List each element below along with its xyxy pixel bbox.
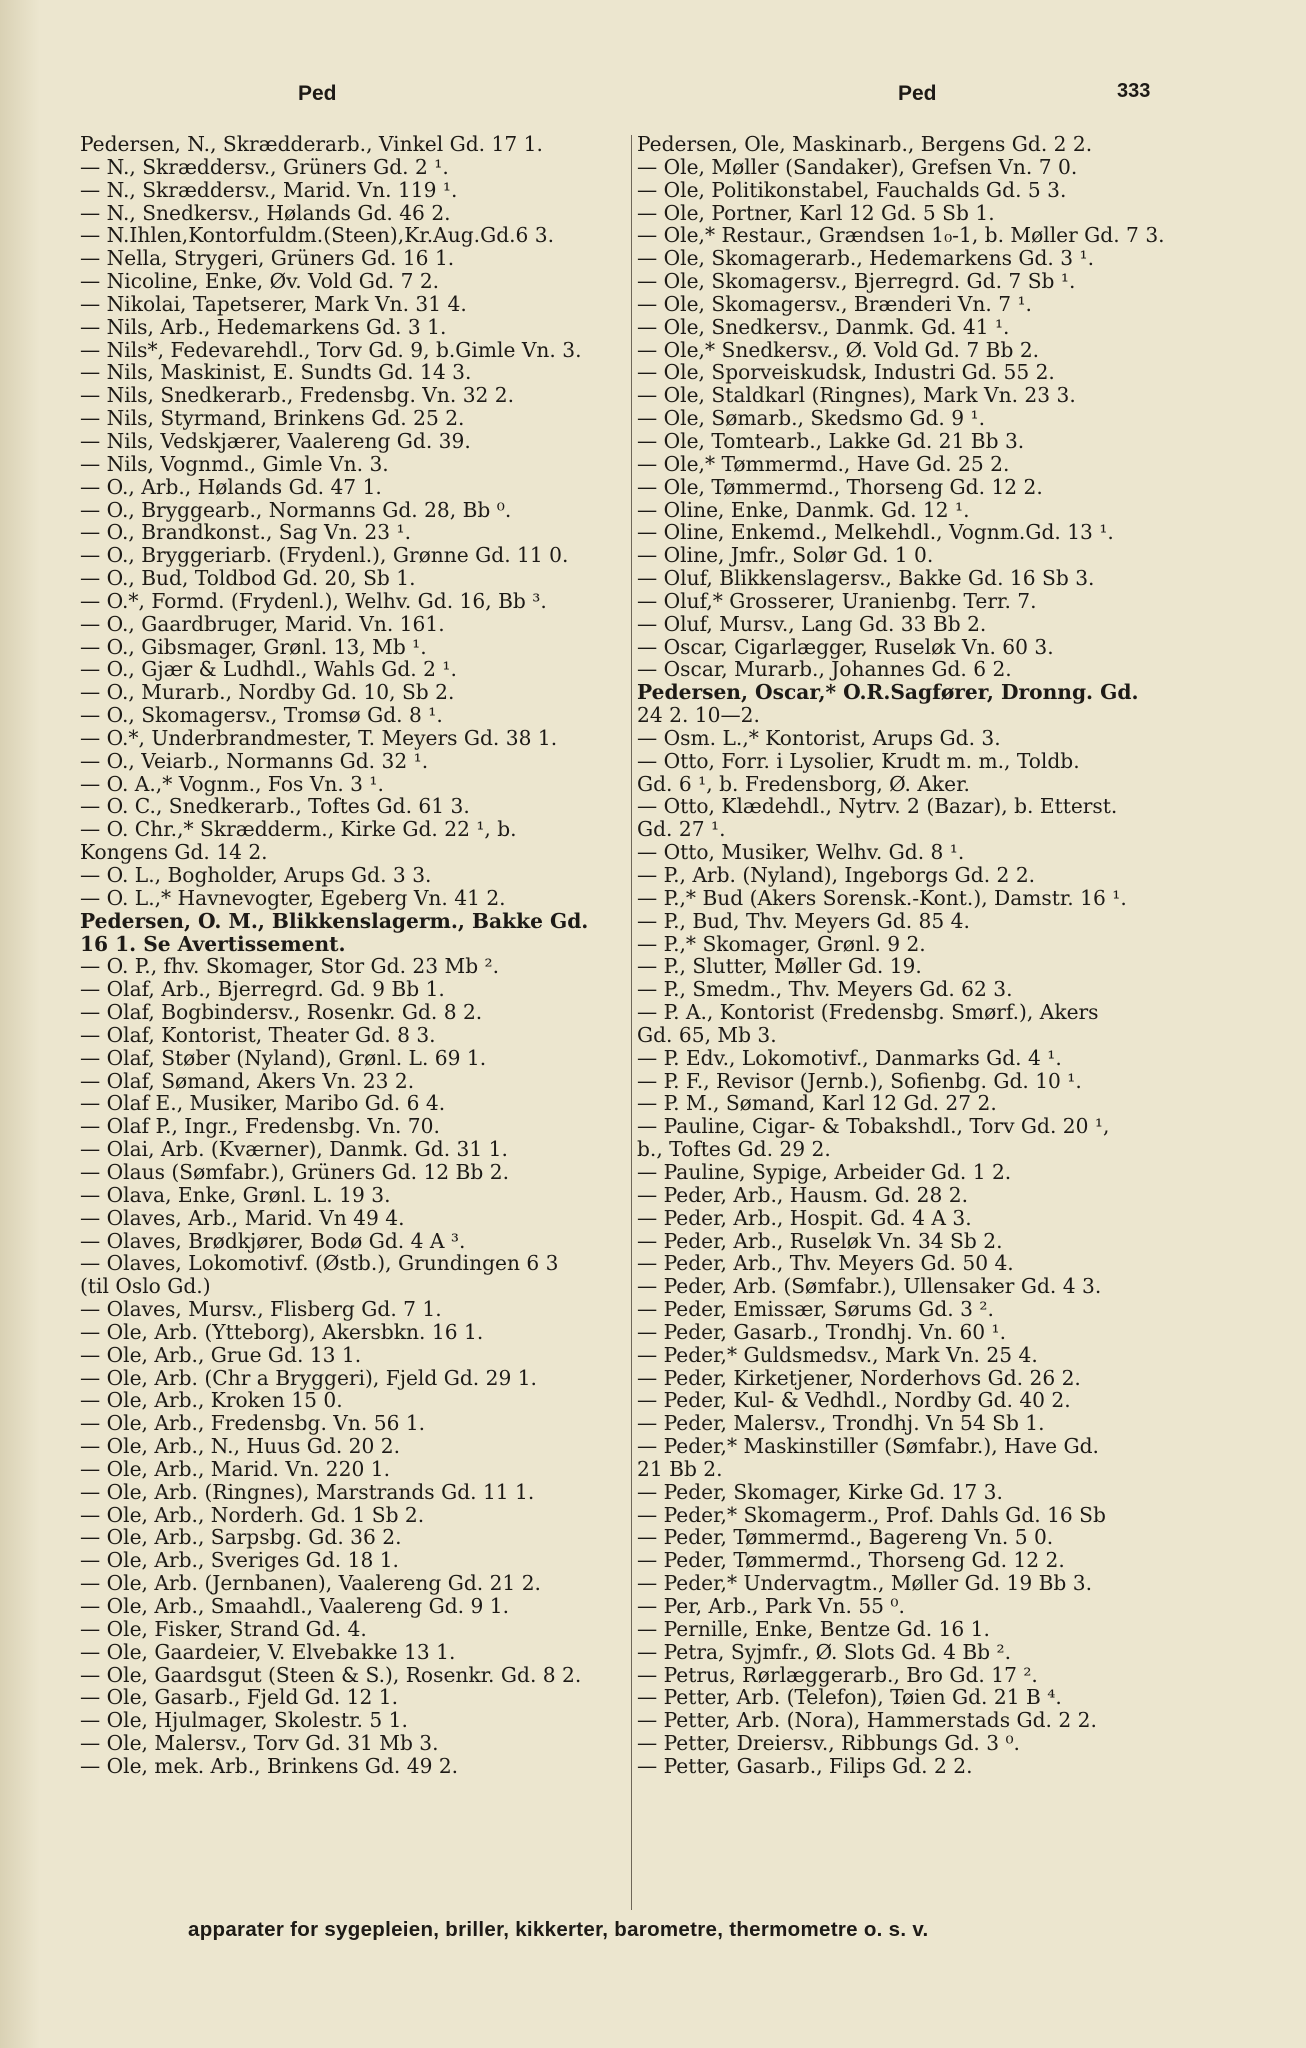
- directory-entry: — Pauline, Sypige, Arbeider Gd. 1 2.: [637, 1159, 1012, 1184]
- directory-entry: Kongens Gd. 14 2.: [80, 840, 268, 865]
- directory-entry: — Oscar, Murarb., Johannes Gd. 6 2.: [637, 657, 1012, 682]
- directory-entry: Pedersen, Oscar,* O.R.Sagfører, Dronng. Gd.: [637, 680, 1139, 705]
- directory-entry: — Ole, Tømmermd., Thorseng Gd. 12 2.: [637, 474, 1043, 499]
- directory-entry: — Ole,* Snedkersv., Ø. Vold Gd. 7 Bb 2.: [637, 337, 1040, 362]
- right-column: [637, 133, 1227, 1778]
- directory-entry: — Peder, Skomager, Kirke Gd. 17 3.: [637, 1479, 1003, 1504]
- directory-entry: — Ole, Arb., Sveriges Gd. 18 1.: [80, 1548, 399, 1573]
- directory-entry: — Petter, Arb. (Telefon), Tøien Gd. 21 B ⁴.: [637, 1685, 1062, 1710]
- directory-entry: — Peder, Arb. (Sømfabr.), Ullensaker Gd. 4 3.: [637, 1274, 1102, 1299]
- directory-entry: — O., Bryggeriarb. (Frydenl.), Grønne Gd. 11 0.: [80, 543, 569, 568]
- directory-entry: — Ole, Gaardsgut (Steen & S.), Rosenkr. Gd. 8 2.: [80, 1662, 582, 1687]
- directory-entry: — Peder, Tømmermd., Bagereng Vn. 5 0.: [637, 1525, 1054, 1550]
- directory-entry: — N., Skræddersv., Grüners Gd. 2 ¹.: [80, 154, 449, 179]
- directory-entry: — Peder, Malersv., Trondhj. Vn 54 Sb 1.: [637, 1411, 1045, 1436]
- directory-entry: Gd. 65, Mb 3.: [637, 1022, 777, 1047]
- advertisement-footer: apparater for sygepleien, briller, kikkerter, barometre, thermometre o. s. v.: [188, 1918, 929, 1941]
- directory-entry: — Nils*, Fedevarehdl., Torv Gd. 9, b.Gimle Vn. 3.: [80, 337, 582, 362]
- directory-entry: — Peder, Kirketjener, Norderhovs Gd. 26 2.: [637, 1365, 1081, 1390]
- directory-entry: — Pauline, Cigar- & Tobakshdl., Torv Gd. 20 ¹,: [637, 1114, 1110, 1139]
- directory-entry: — Ole, Arb., N., Huus Gd. 20 2.: [80, 1434, 401, 1459]
- directory-entry: — Olaves, Mursv., Flisberg Gd. 7 1.: [80, 1297, 442, 1322]
- directory-entry: — N., Snedkersv., Hølands Gd. 46 2.: [80, 200, 451, 225]
- directory-entry: — P. F., Revisor (Jernb.), Sofienbg. Gd. 10 ¹.: [637, 1068, 1082, 1093]
- running-head-left: Ped: [298, 82, 337, 105]
- directory-entry: — Petrus, Rørlæggerarb., Bro Gd. 17 ².: [637, 1662, 1038, 1687]
- directory-entry: — Petter, Gasarb., Filips Gd. 2 2.: [637, 1753, 973, 1778]
- directory-entry: — Ole, Politikonstabel, Fauchalds Gd. 5 3.: [637, 177, 1067, 202]
- directory-entry: — Ole, Arb., Grue Gd. 13 1.: [80, 1342, 362, 1367]
- directory-entry: — Nicoline, Enke, Øv. Vold Gd. 7 2.: [80, 269, 440, 294]
- directory-entry: — Olaf P., Ingr., Fredensbg. Vn. 70.: [80, 1114, 440, 1139]
- directory-entry: — Nils, Styrmand, Brinkens Gd. 25 2.: [80, 406, 465, 431]
- directory-entry: — Ole, Arb., Kroken 15 0.: [80, 1388, 343, 1413]
- directory-entry: — O.*, Underbrandmester, T. Meyers Gd. 38 1.: [80, 725, 558, 750]
- directory-entry: — P. A., Kontorist (Fredensbg. Smørf.), Akers: [637, 1000, 1099, 1025]
- directory-entry: — Nils, Vedskjærer, Vaalereng Gd. 39.: [80, 428, 471, 453]
- directory-entry: — Ole, Gasarb., Fjeld Gd. 12 1.: [80, 1685, 399, 1710]
- directory-entry: — Nikolai, Tapetserer, Mark Vn. 31 4.: [80, 291, 467, 316]
- directory-entry: — Olaves, Brødkjører, Bodø Gd. 4 A ³.: [80, 1228, 466, 1253]
- directory-entry: — Olaf, Sømand, Akers Vn. 23 2.: [80, 1068, 415, 1093]
- directory-entry: — Ole, Skomagerarb., Hedemarkens Gd. 3 ¹.: [637, 246, 1095, 271]
- directory-entry: — Peder, Gasarb., Trondhj. Vn. 60 ¹.: [637, 1319, 1007, 1344]
- page-number: 333: [1117, 80, 1151, 102]
- directory-entry: — O. A.,* Vognm., Fos Vn. 3 ¹.: [80, 771, 384, 796]
- directory-entry: — Ole, Arb., Marid. Vn. 220 1.: [80, 1456, 390, 1481]
- directory-entry: — Ole, Fisker, Strand Gd. 4.: [80, 1616, 367, 1641]
- directory-entry: Gd. 27 ¹.: [637, 817, 726, 842]
- directory-entry: — O., Gjær & Ludhdl., Wahls Gd. 2 ¹.: [80, 657, 457, 682]
- directory-entry: — Ole, Arb. (Ringnes), Marstrands Gd. 11 1.: [80, 1479, 535, 1504]
- directory-entry: — Oscar, Cigarlægger, Ruseløk Vn. 60 3.: [637, 634, 1054, 659]
- directory-entry: — Otto, Forr. i Lysolier, Krudt m. m., Toldb.: [637, 748, 1080, 773]
- directory-entry: — Ole, Malersv., Torv Gd. 31 Mb 3.: [80, 1731, 439, 1756]
- directory-entry: — Nils, Maskinist, E. Sundts Gd. 14 3.: [80, 360, 472, 385]
- directory-entry: Gd. 6 ¹, b. Fredensborg, Ø. Aker.: [637, 771, 970, 796]
- directory-entry: — N., Skræddersv., Marid. Vn. 119 ¹.: [80, 177, 458, 202]
- directory-entry: — Ole, Arb. (Ytteborg), Akersbkn. 16 1.: [80, 1319, 484, 1344]
- directory-entry: — P.,* Skomager, Grønl. 9 2.: [637, 931, 926, 956]
- directory-entry: — Oluf, Blikkenslagersv., Bakke Gd. 16 Sb 3.: [637, 566, 1095, 591]
- directory-entry: 16 1. Se Avertissement.: [80, 931, 346, 956]
- directory-entry: — Olaf, Støber (Nyland), Grønl. L. 69 1.: [80, 1045, 487, 1070]
- directory-entry: — Ole, Møller (Sandaker), Grefsen Vn. 7 0.: [637, 154, 1078, 179]
- directory-entry: — Ole, Staldkarl (Ringnes), Mark Vn. 23 3.: [637, 383, 1076, 408]
- directory-entry: — N.Ihlen,Kontorfuldm.(Steen),Kr.Aug.Gd.6 3.: [80, 223, 555, 248]
- directory-entry: — P., Arb. (Nyland), Ingeborgs Gd. 2 2.: [637, 863, 1036, 887]
- directory-entry: — Peder, Arb., Hospit. Gd. 4 A 3.: [637, 1205, 972, 1230]
- directory-entry: — P., Slutter, Møller Gd. 19.: [637, 954, 922, 979]
- directory-entry: — Ole, Arb. (Chr a Bryggeri), Fjeld Gd. 29 1.: [80, 1365, 537, 1390]
- directory-entry: — Osm. L.,* Kontorist, Arups Gd. 3.: [637, 725, 1001, 750]
- directory-entry: — Peder, Arb., Thv. Meyers Gd. 50 4.: [637, 1251, 1014, 1276]
- directory-entry: — Olaf, Kontorist, Theater Gd. 8 3.: [80, 1022, 436, 1047]
- directory-entry: — Ole, Arb., Norderh. Gd. 1 Sb 2.: [80, 1502, 425, 1527]
- directory-entry: — O.*, Formd. (Frydenl.), Welhv. Gd. 16, Bb ³.: [80, 588, 547, 613]
- directory-entry: — P., Smedm., Thv. Meyers Gd. 62 3.: [637, 977, 1013, 1002]
- directory-entry: — Ole,* Tømmermd., Have Gd. 25 2.: [637, 451, 1010, 476]
- directory-entry: — Ole, Sømarb., Skedsmo Gd. 9 ¹.: [637, 406, 986, 431]
- directory-entry: — Ole, Tomtearb., Lakke Gd. 21 Bb 3.: [637, 428, 1025, 453]
- directory-entry: Pedersen, O. M., Blikkenslagerm., Bakke Gd.: [80, 908, 589, 933]
- directory-entry: — Peder, Arb., Hausm. Gd. 28 2.: [637, 1182, 968, 1207]
- directory-entry: — Peder, Kul- & Vedhdl., Nordby Gd. 40 2.: [637, 1388, 1071, 1413]
- directory-entry: — Pernille, Enke, Bentze Gd. 16 1.: [637, 1616, 990, 1641]
- directory-entry: — Olaf, Arb., Bjerregrd. Gd. 9 Bb 1.: [80, 977, 445, 1002]
- directory-entry: — Olaves, Lokomotivf. (Østb.), Grundingen 6 3: [80, 1251, 559, 1276]
- directory-entry: — Ole, Arb. (Jernbanen), Vaalereng Gd. 21 2.: [80, 1571, 541, 1596]
- directory-entry: — Oluf, Mursv., Lang Gd. 33 Bb 2.: [637, 611, 987, 636]
- directory-entry: — Ole, Arb., Fredensbg. Vn. 56 1.: [80, 1411, 426, 1436]
- directory-entry: — Olaf E., Musiker, Maribo Gd. 6 4.: [80, 1091, 446, 1116]
- directory-entry: — Olaf, Bogbindersv., Rosenkr. Gd. 8 2.: [80, 1000, 483, 1025]
- directory-entry: — Oline, Jmfr., Solør Gd. 1 0.: [637, 543, 934, 568]
- directory-entry: — Ole, Gaardeier, V. Elvebakke 13 1.: [80, 1639, 456, 1664]
- directory-entry: — O., Gaardbruger, Marid. Vn. 161.: [80, 611, 445, 636]
- directory-entry: — P. Edv., Lokomotivf., Danmarks Gd. 4 ¹.: [637, 1045, 1062, 1070]
- directory-entry: — Peder,* Maskinstiller (Sømfabr.), Have Gd.: [637, 1434, 1099, 1459]
- directory-entry: — O., Gibsmager, Grønl. 13, Mb ¹.: [80, 634, 427, 659]
- column-divider: [631, 135, 632, 1910]
- directory-entry: — Peder, Emissær, Sørums Gd. 3 ².: [637, 1297, 994, 1322]
- directory-entry: — Petter, Dreiersv., Ribbungs Gd. 3 ⁰.: [637, 1731, 1020, 1756]
- directory-entry: — Petter, Arb. (Nora), Hammerstads Gd. 2 2.: [637, 1708, 1097, 1733]
- directory-entry: Pedersen, N., Skrædderarb., Vinkel Gd. 17 1.: [80, 132, 543, 156]
- directory-entry: — Nils, Arb., Hedemarkens Gd. 3 1.: [80, 314, 447, 339]
- directory-entry: — Olava, Enke, Grønl. L. 19 3.: [80, 1182, 391, 1207]
- directory-entry: b., Toftes Gd. 29 2.: [637, 1137, 831, 1162]
- directory-entry: — Ole, Arb., Smaahdl., Vaalereng Gd. 9 1.: [80, 1594, 510, 1618]
- directory-entry: — Oline, Enke, Danmk. Gd. 12 ¹.: [637, 497, 970, 522]
- directory-entry: — Oline, Enkemd., Melkehdl., Vognm.Gd. 13 ¹.: [637, 520, 1114, 545]
- directory-entry: — O. P., fhv. Skomager, Stor Gd. 23 Mb ².: [80, 954, 500, 979]
- directory-entry: — O., Veiarb., Normanns Gd. 32 ¹.: [80, 748, 429, 773]
- directory-entry: — O. Chr.,* Skrædderm., Kirke Gd. 22 ¹, b.: [80, 817, 517, 842]
- directory-entry: — Olaus (Sømfabr.), Grüners Gd. 12 Bb 2.: [80, 1159, 509, 1184]
- directory-entry: 21 Bb 2.: [637, 1456, 723, 1481]
- directory-entry: — Ole, Arb., Sarpsbg. Gd. 36 2.: [80, 1525, 402, 1550]
- directory-entry: — P., Bud, Thv. Meyers Gd. 85 4.: [637, 908, 970, 933]
- left-column: [80, 133, 635, 1778]
- directory-entry: — Petra, Syjmfr., Ø. Slots Gd. 4 Bb ².: [637, 1639, 1012, 1664]
- directory-entry: — O., Arb., Hølands Gd. 47 1.: [80, 474, 382, 499]
- directory-entry: — O. L., Bogholder, Arups Gd. 3 3.: [80, 863, 432, 887]
- directory-entry: — Ole, Snedkersv., Danmk. Gd. 41 ¹.: [637, 314, 1010, 339]
- directory-entry: — O., Murarb., Nordby Gd. 10, Sb 2.: [80, 680, 455, 705]
- directory-entry: — Ole, Sporveiskudsk, Industri Gd. 55 2.: [637, 360, 1055, 385]
- directory-entry: — Ole,* Restaur., Grændsen 1₀-1, b. Møller Gd. 7 3.: [637, 223, 1165, 248]
- directory-entry: (til Oslo Gd.): [80, 1274, 211, 1299]
- directory-entry: — Oluf,* Grosserer, Uranienbg. Terr. 7.: [637, 588, 1037, 613]
- directory-entry: — O., Bryggearb., Normanns Gd. 28, Bb ⁰.: [80, 497, 512, 522]
- directory-entry: 24 2. 10—2.: [637, 703, 760, 728]
- directory-entry: — Peder,* Undervagtm., Møller Gd. 19 Bb 3.: [637, 1571, 1093, 1596]
- directory-entry: — Ole, Skomagersv., Bjerregrd. Gd. 7 Sb ¹.: [637, 269, 1076, 294]
- directory-entry: — Otto, Musiker, Welhv. Gd. 8 ¹.: [637, 840, 965, 865]
- directory-entry: — O., Bud, Toldbod Gd. 20, Sb 1.: [80, 566, 416, 591]
- directory-entry: — Peder, Arb., Ruseløk Vn. 34 Sb 2.: [637, 1228, 1003, 1253]
- directory-entry: — Nils, Snedkerarb., Fredensbg. Vn. 32 2.: [80, 383, 515, 408]
- directory-entry: — Olaves, Arb., Marid. Vn 49 4.: [80, 1205, 405, 1230]
- directory-entry: — O., Skomagersv., Tromsø Gd. 8 ¹.: [80, 703, 443, 728]
- directory-entry: — P. M., Sømand, Karl 12 Gd. 27 2.: [637, 1091, 997, 1116]
- directory-entry: — Nils, Vognmd., Gimle Vn. 3.: [80, 451, 389, 476]
- directory-entry: — Otto, Klædehdl., Nytrv. 2 (Bazar), b. Etterst.: [637, 794, 1118, 819]
- directory-entry: — Peder,* Skomagerm., Prof. Dahls Gd. 16 Sb: [637, 1502, 1106, 1527]
- directory-entry: — Olai, Arb. (Kværner), Danmk. Gd. 31 1.: [80, 1137, 508, 1162]
- directory-entry: — Ole, mek. Arb., Brinkens Gd. 49 2.: [80, 1753, 459, 1778]
- directory-entry: — Ole, Portner, Karl 12 Gd. 5 Sb 1.: [637, 200, 995, 225]
- running-head-right: Ped: [898, 82, 937, 105]
- directory-entry: — O., Brandkonst., Sag Vn. 23 ¹.: [80, 520, 412, 545]
- directory-entry: — Peder, Tømmermd., Thorseng Gd. 12 2.: [637, 1548, 1065, 1573]
- directory-entry: — Per, Arb., Park Vn. 55 ⁰.: [637, 1594, 905, 1618]
- directory-entry: — Ole, Skomagersv., Brænderi Vn. 7 ¹.: [637, 291, 1032, 316]
- directory-entry: — Peder,* Guldsmedsv., Mark Vn. 25 4.: [637, 1342, 1038, 1367]
- directory-entry: — Nella, Strygeri, Grüners Gd. 16 1.: [80, 246, 455, 271]
- directory-entry: — O. L.,* Havnevogter, Egeberg Vn. 41 2.: [80, 885, 506, 910]
- directory-entry: — O. C., Snedkerarb., Toftes Gd. 61 3.: [80, 794, 470, 819]
- directory-entry: — P.,* Bud (Akers Sorensk.-Kont.), Damstr. 16 ¹.: [637, 885, 1127, 910]
- directory-entry: Pedersen, Ole, Maskinarb., Bergens Gd. 2 2.: [637, 132, 1093, 156]
- directory-entry: — Ole, Hjulmager, Skolestr. 5 1.: [80, 1708, 408, 1733]
